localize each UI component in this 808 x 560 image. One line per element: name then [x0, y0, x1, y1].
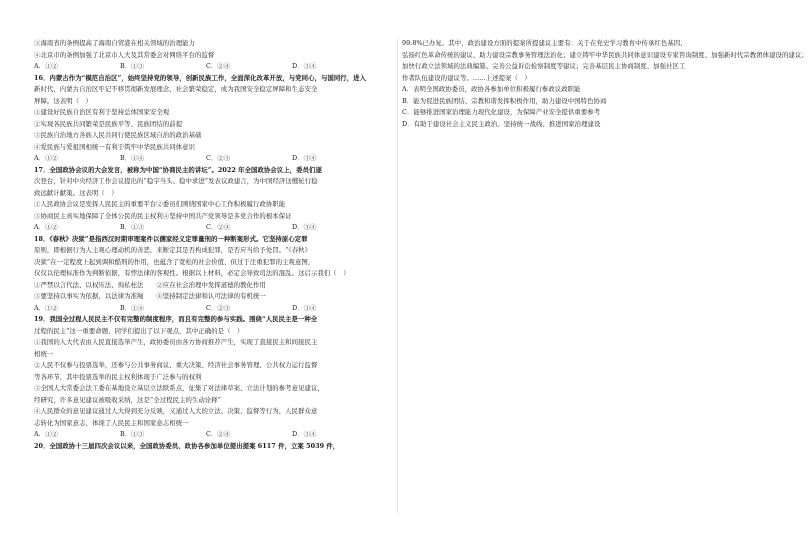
answer-option: C．②③: [206, 303, 231, 312]
question-stem: 20．全国政协十三届四次会议以来，全国政协委员、政协各参加单位提出提案 6117 件，立案 5039 件，: [34, 441, 340, 450]
text-line: ③民族自治地方各族人民共同行使民族区域自治的政治基础: [34, 131, 202, 139]
text-line: ②实现各民族共同繁荣是民族平等、民族团结的前提: [34, 119, 183, 128]
answer-option: A．①②: [34, 154, 58, 162]
text-line: 等各环节，其中投票选举的民主权利体现于广泛参与的权利: [34, 372, 202, 381]
text-line: ③要坚持以事实为依据、以法律为准绳 ④坚持制定法律和认可法律的有机统一: [34, 292, 266, 300]
answer-options-row: [34, 303, 394, 315]
text-line: 原则，即根据行为人主观心理动机的善恶，来断定其是否构成犯罪，是否应当给予处罚。“《春秋》: [34, 246, 312, 254]
text-line: 次登台，针对中央经济工作会议提出的“稳字当头、稳中求进”发表议政建言，为中国经济这艘轮行稳: [34, 177, 318, 185]
answer-option: C．②④: [206, 223, 231, 231]
text-line: 致远献计献策。这表明（ ）: [34, 188, 118, 197]
answer-options-row: [34, 153, 394, 165]
text-line: ②人民不仅参与投票选举，还参与公共事务商议、重大决策、经济社会事务管理、公共权力运行监督: [34, 361, 318, 369]
text-line: ①严禁以言代法、以权压法、徇私枉法 ②应在社会治理中发挥道德的教化作用: [34, 280, 266, 289]
text-line: 仅仅以伦理标准作为判断依据，有悖法律的客观性。根据以上材料，必定会导致司法的混乱。这启示我们（ ）: [34, 269, 350, 277]
text-line: ①人民政协会议是发挥人民民主的重要平台②委员们围绕国家中心工作积极履行政协职能: [34, 200, 286, 208]
text-line: D．有助于建设社会主义民主政治、坚持统一战线、推进国家治理建设: [402, 119, 601, 128]
answer-option: B．①③: [120, 223, 145, 231]
question-stem: 17．全国政协会议的大会发言，被称为中国“协商民主的讲坛”。2022 年全国政协会议上，委员们逐: [34, 165, 322, 174]
text-line: ①建设好民族自治区有利于坚持总体国家安全观: [34, 108, 170, 116]
text-line: ③协商民主真实地保障了全体公民的民主权利④坚持中国共产党领导是多党合作的根本保证: [34, 211, 292, 220]
text-line: 加快行政立法领域的法典编纂、完善公益诉讼检察制度等建议；完善基层民主协商制度、加强社区工: [402, 62, 686, 70]
question-stem: 16．内蒙古作为“模范自治区”，始终坚持党的领导，创新民族工作，全面深化改革开放，与党同心，与国同行，进入: [34, 73, 367, 82]
answer-option: A．①②: [34, 303, 58, 312]
text-line: 相统一: [34, 349, 54, 358]
answer-option: C．②④: [206, 62, 231, 70]
text-line: 屏障。这表明（ ）: [34, 96, 92, 105]
answer-option: A．①②: [34, 223, 58, 231]
text-line: B．能为促进民族团结、宗教和谐发挥积极作用，助力建设中国特色协商: [402, 96, 607, 105]
text-line: 弘扬红色革命传统的建议、助力建设宗教事务管理法治化；建立铸牢中华民族共同体意识建设专家咨询制度、加强新时代宗教团体建设的建议；: [402, 50, 808, 59]
text-line: ④人民群众的意见建议通过人大得到充分反映，又通过人大的立法、决策、监督等行为，人民群众意: [34, 407, 318, 415]
text-line: ④爱民族与爱祖国相统一有利于筑牢中华民族共同体意识: [34, 142, 196, 151]
question-stem: 19．我国全过程人民民主不仅有完整的制度程序，而且有完整的参与实践。围绕“人民民主是一种全: [34, 315, 318, 323]
question-stem: 18．《春秋》决狱”是指西汉时期审理案件以儒家经义定罪量刑的一种断案形式。它坚持原心定罪: [34, 234, 308, 243]
text-line: 99.8%已办复。其中，政治建设方面的提案所提建议主要有：关于在党史学习教育中传承红色基因、: [402, 39, 687, 47]
answer-options-row: [34, 429, 394, 441]
answer-option: B．①④: [120, 154, 145, 162]
answer-option: C．②③: [206, 154, 231, 162]
text-line: ③全国人大常委会法工委在基地设立基层立法联系点，征集了对法律草案、立法计划的参考意见建议，: [34, 384, 324, 392]
text-line: 新时代，内蒙古自治区牢记不移贯彻新发展理念，社会繁荣稳定，成为我国安全稳定屏障和生态安全: [34, 85, 318, 93]
answer-option: C．②④: [206, 430, 231, 438]
right-column: [402, 38, 808, 130]
answer-option: D．③④: [292, 223, 317, 231]
text-line: A．表明全国政协委员，政协各参加单位积极履行参政议政职能: [402, 85, 581, 93]
text-line: 志转化为国家意志，体现了人民民主和国家意志相统一: [34, 418, 189, 427]
text-line: ③海南省的条例提高了海南自贸港在相关领域的治理能力: [34, 39, 196, 47]
answer-option: D．③④: [292, 154, 317, 162]
answer-option: D．③④: [292, 62, 317, 70]
text-line: 作者队伍建设的建议等。……上述提案（ ）: [402, 73, 531, 82]
answer-option: D．③④: [292, 303, 317, 312]
answer-option: A．①②: [34, 62, 58, 70]
answer-option: B．①③: [120, 430, 145, 438]
text-line: 过程的民主”这一重要命题，同学们提出了以下观点，其中正确的是（ ）: [34, 326, 244, 335]
text-line: 决狱”在一定程度上起到调和酷刑的作用，也蕴含了宽松的社会价值，但过于注重犯罪的主观意图，: [34, 257, 315, 266]
answer-options-row: [34, 61, 394, 73]
text-line: ④北京市的条例加强了北京市人大及其常委会对网络平台的监督: [34, 50, 215, 59]
answer-option: B．①③: [120, 62, 145, 70]
text-line: 经研究，许多意见建议被吸收采纳，这是“全过程民主的生动诠释”: [34, 395, 221, 404]
answer-option: B．①④: [120, 303, 145, 312]
answer-option: A．①②: [34, 430, 58, 438]
answer-options-row: [34, 222, 394, 234]
answer-option: D．③④: [292, 430, 317, 438]
text-line: C．能够推进国家治理能力现代化建设，为保障产业安全提供重要参考: [402, 108, 601, 116]
left-column: [34, 38, 394, 452]
text-line: ①我国的人大代表由人民直接选举产生，政协委员由各方协商推荐产生，实现了直接民主和间接民主: [34, 338, 318, 346]
column-divider: [397, 38, 398, 514]
